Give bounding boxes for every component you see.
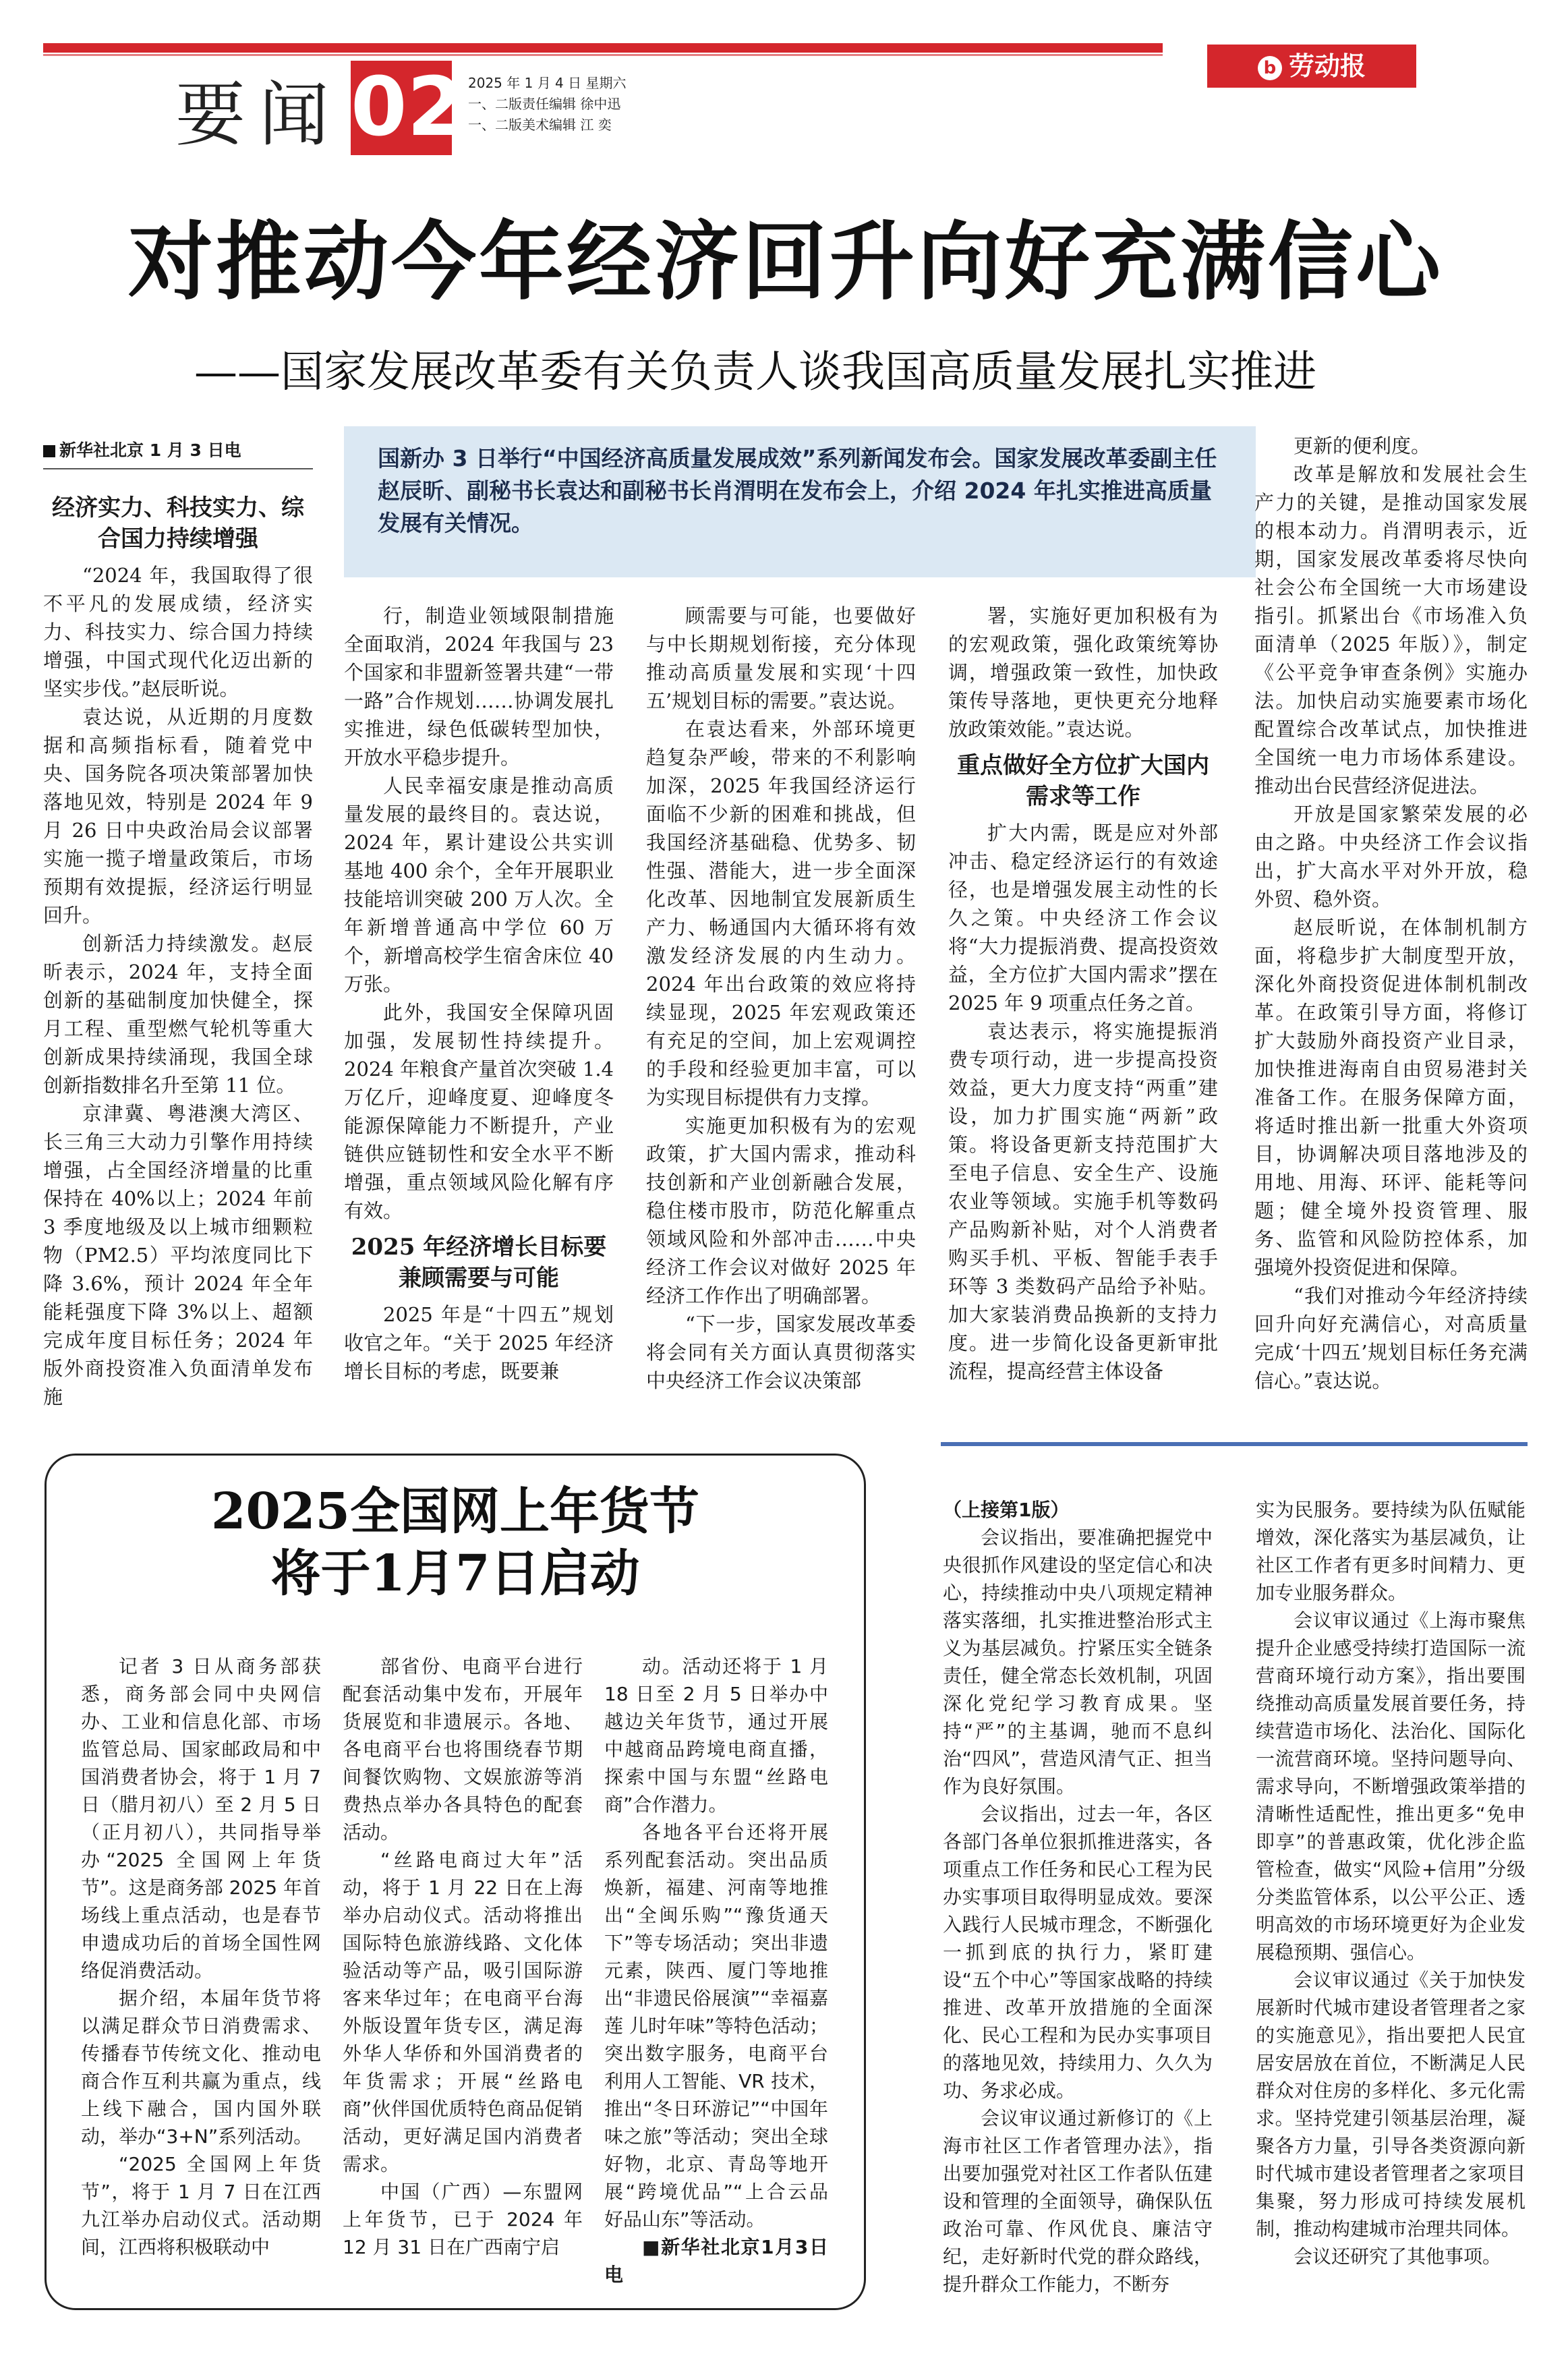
paragraph: 部省份、电商平台进行配套活动集中发布，开展年货展览和非遗展示。各地、各电商平台也将围绕春节期间餐饮购物、文娱旅游等消费热点举办各具特色的配套活动。 [343,1655,583,1843]
boxed-article-title [74,1481,836,1605]
continued-column-1 [943,1496,1213,2298]
paragraph: 据介绍，本届年货节将以满足群众节日消费需求、传播春节传统文化、推动电商合作互利共赢为重点，线上线下融合，国内国外联动，举办“3+N”系列活动。 [81,1987,321,2148]
art-editor-line: 一、二版美术编辑 江 奕 [468,117,612,133]
boxed-column-1 [81,1653,321,2261]
paragraph: 京津冀、粤港澳大湾区、长三角三大动力引擎作用持续增强，占全国经济增量的比重保持在 40%以上；2024 年前 3 季度地级及以上城市细颗粒物（PM2.5）平均浓度同比下降 3.6%，预计 2024 年全年能耗强度下降 3%以上、超额完成年度目标任务；2024 年版外商投资准入负面清单发布施 [43,1102,313,1408]
paragraph: 袁达表示，将实施提振消费专项行动，进一步提高投资效益，更大力度支持“两重”建设，加力扩围实施“两新”政策。将设备更新支持范围扩大至电子信息、安全生产、设施农业等领域。实施手机等数码产品购新补贴，对个人消费者购买手机、平板、智能手表手环等 3 类数码产品给予补贴。加大家装消费品换新的支持力度。进一步简化设备更新审批流程，提高经营主体设备 [948,1020,1218,1383]
column-heading: 经济实力、科技实力、综合国力持续增强 [52,494,304,552]
paragraph: 扩大内需，既是应对外部冲击、稳定经济运行的有效途径，也是增强发展主动性的长久之策。中央经济工作会议将“大力提振消费、提高投资效益，全方位扩大国内需求”摆在 2025 年 9 项重点任务之首。 [948,822,1218,1014]
paragraph: 2025 年是“十四五”规划收官之年。“关于 2025 年经济增长目标的考虑，既要兼 [344,1303,614,1383]
main-headline: 对推动今年经济回升向好充满信心 [128,212,1443,312]
paragraph: 署，实施好更加积极有为的宏观政策，强化政策统筹协调，增强政策一致性，加快政策传导落地，更快更充分地释放政策效能。”袁达说。 [948,604,1218,741]
boxed-column-2 [343,1653,583,2261]
paragraph: 实为民服务。要持续为队伍赋能增效，深化落实为基层减负，让社区工作者有更多时间精力、更加专业服务群众。 [1256,1499,1526,1604]
date-line: 2025 年 1 月 4 日 星期六 [468,75,627,91]
sub-headline: ——国家发展改革委有关负责人谈我国高质量发展扎实推进 [194,347,1316,397]
paragraph: 会议指出，要准确把握党中央很抓作风建设的坚定信心和决心，持续推动中央八项规定精神落实落细，扎实推进整治形式主义为基层减负。拧紧压实全链条责任，健全常态长效机制，巩固深化党纪学习教育成果。坚持“严”的主基调，驰而不息纠治“四风”，营造风清气正、担当作为良好氛围。 [943,1526,1213,1798]
editor-line: 一、二版责任编辑 徐中迅 [468,96,621,112]
article-column-1 [43,486,313,1411]
paragraph: “2024 年，我国取得了很不平凡的发展成绩，经济实力、科技实力、综合国力持续增强，中国式现代化迈出新的坚实步伐。”赵辰昕说。 [43,564,313,700]
paragraph: 会议还研究了其他事项。 [1294,2245,1502,2268]
article-column-3 [646,602,916,1395]
section-divider [941,1442,1528,1446]
paragraph: 行，制造业领域限制措施全面取消，2024 年我国与 23 个国家和非盟新签署共建“一带一路”合作规划……协调发展扎实推进，绿色低碳转型加快，开放水平稳步提升。 [344,604,614,769]
page-number: 02 [351,61,463,154]
paragraph: 人民幸福安康是推动高质量发展的最终目的。袁达说，2024 年，累计建设公共实训基地 400 余个，全年开展职业技能培训突破 200 万人次。全年新增普通高中学位 60 万个，新增高校学生宿舍床位 40 万张。 [344,774,614,996]
newspaper-logo [1207,45,1416,88]
paragraph: 开放是国家繁荣发展的必由之路。中央经济工作会议指出，扩大高水平对外开放，稳外贸、稳外资。 [1254,803,1528,911]
boxed-column-3 [604,1653,828,2289]
paragraph: 实施更加积极有为的宏观政策，扩大国内需求，推动科技创新和产业创新融合发展，稳住楼市股市，防范化解重点领域风险和外部冲击……中央经济工作会议对做好 2025 年经济工作作出了明确部署。 [646,1114,916,1307]
paragraph: 改革是解放和发展社会生产力的关键，是推动国家发展的根本动力。肖渭明表示，近期，国家发展改革委将尽快向社会公布全国统一大市场建设指引。抓紧出台《市场准入负面清单（2025 年版）》，制定《公平竞争审查条例》实施办法。加快启动实施要素市场化配置综合改革试点，加快推进全国统一电力市场体系建设。推动出台民营经济促进法。 [1254,463,1528,797]
article-column-2 [344,602,614,1385]
article-column-5 [1254,432,1528,1395]
paragraph: 创新活力持续激发。赵辰昕表示，2024 年，支持全面创新的基础制度加快健全，探月工程、重型燃气轮机等重大创新成果持续涌现，我国全球创新指数排名升至第 11 位。 [43,932,313,1097]
article-column-4 [948,602,1218,1385]
column-heading: 2025 年经济增长目标要兼顾需要与可能 [351,1234,607,1292]
paragraph: “丝路电商过大年”活动，将于 1 月 22 日在上海举办启动仪式。活动将推出国际特色旅游线路、文化体验活动等产品，吸引国际游客来华过年；在电商平台海外版设置年货专区，满足海外华人华侨和外国消费者的年货需求；开展“丝路电商”伙伴国优质特色商品促销活动，更好满足国内消费者需求。 [343,1849,583,2175]
paragraph: “下一步，国家发展改革委将会同有关方面认真贯彻落实中央经济工作会议决策部 [646,1313,916,1392]
header-meta [468,73,627,136]
paragraph: 动。活动还将于 1 月 18 日至 2 月 5 日举办中越边关年货节，通过开展中越商品跨境电商直播，探索中国与东盟“丝路电商”合作潜力。 [604,1655,828,1816]
boxed-title-line-2: 将于1月7日启动 [270,1545,640,1603]
continued-column-2 [1256,1496,1526,2270]
logo-text: 劳动报 [1288,51,1366,81]
paragraph: 更新的便利度。 [1294,434,1431,457]
paragraph: 顾需要与可能，也要做好与中长期规划衔接，充分体现推动高质量发展和实现‘十四五’规划目标的需要。”袁达说。 [646,604,916,712]
square-bullet-icon [43,445,55,457]
lead-box: 国新办 3 日举行“中国经济高质量发展成效”系列新闻发布会。国家发展改革委副主任赵辰昕、副秘书长袁达和副秘书长肖渭明在发布会上，介绍 2024 年扎实推进高质量发展有关情况。 [344,426,1256,577]
dateline: 新华社北京 1 月 3 日电 [43,437,313,469]
paragraph: 会议审议通过新修订的《上海市社区工作者管理办法》，指出要加强党对社区工作者队伍建设和管理的全面领导，确保队伍政治可靠、作风优良、廉洁守纪，走好新时代党的群众路线，提升群众工作能力，不断夯 [943,2107,1213,2295]
paragraph: 此外，我国安全保障巩固加强，发展韧性持续提升。2024 年粮食产量首次突破 1.4 万亿斤，迎峰度夏、迎峰度冬能源保障能力不断提升，产业链供应链韧性和安全水平不断增强，重点领域风险化解有序有效。 [344,1001,614,1222]
boxed-title-line-1: 2025全国网上年货节 [211,1483,699,1541]
paragraph: 会议审议通过《上海市聚焦提升企业感受持续打造国际一流营商环境行动方案》，指出要围绕推动高质量发展首要任务，持续营造市场化、法治化、国际化一流营商环境。坚持问题导向、需求导向，不断增强政策举措的清晰性适配性，推出更多“免申即享”的普惠政策，优化涉企监管检查，做实“风险+信用”分级分类监管体系，以公平公正、透明高效的市场环境更好为企业发展稳预期、强信心。 [1256,1609,1526,1963]
end-dateline: ■新华社北京1月3日电 [604,2236,828,2286]
logo-icon: b [1258,56,1282,80]
paragraph: 中国（广西）—东盟网上年货节，已于 2024 年 12 月 31 日在广西南宁启 [343,2181,583,2258]
paragraph: 会议审议通过《关于加快发展新时代城市建设者管理者之家的实施意见》，指出要把人民宜居安居放在首位，不断满足人民群众对住房的多样化、多元化需求。坚持党建引领基层治理，凝聚各方力量，引导各类资源向新时代城市建设者管理者之家项目集聚，努力形成可持续发展机制，推动构建城市治理共同体。 [1256,1969,1526,2240]
paragraph: 袁达说，从近期的月度数据和高频指标看，随着党中央、国务院各项决策部署加快落地见效，特别是 2024 年 9 月 26 日中央政治局会议部署实施一揽子增量政策后，市场预期有效提振，经济运行明显回升。 [43,706,313,927]
paragraph: 在袁达看来，外部环境更趋复杂严峻，带来的不利影响加深，2025 年我国经济运行面临不少新的困难和挑战，但我国经济基础稳、优势多、韧性强、潜能大，进一步全面深化改革、因地制宜发展新质生产力、畅通国内大循环将有效激发经济发展的内生动力。2024 年出台政策的效应将持续显现，2025 年宏观政策还有充足的空间，加上宏观调控的手段和经验更加丰富，可以为实现目标提供有力支撑。 [646,718,916,1109]
paragraph: “我们对推动今年经济持续回升向好充满信心，对高质量完成‘十四五’规划目标任务充满信心。”袁达说。 [1254,1284,1528,1392]
paragraph: 各地各平台还将开展系列配套活动。突出品质焕新，福建、河南等地推出“全闽乐购”“豫货通天下”等专场活动；突出非遗元素，陕西、厦门等地推出“非遗民俗展演”“幸福嘉莲 儿时年味”等特色活动；突出数字服务，电商平台利用人工智能、VR 技术，推出“冬日环游记”“中国年味之旅”等活动；突出全球好物，北京、青岛等地开展“跨境优品”“上合云品 好品山东”等活动。 [604,1821,828,2231]
paragraph: 赵辰昕说，在体制机制方面，将稳步扩大制度型开放，深化外商投资促进体制机制改革。在政策引导方面，将修订扩大鼓励外商投资产业目录，加快推进海南自由贸易港封关准备工作。在服务保障方面，将适时推出新一批重大外资项目，协调解决项目落地涉及的用地、用海、环评、能耗等问题；健全境外投资管理、服务、监管和风险防控体系，加强境外投资促进和保障。 [1254,916,1528,1279]
jump-label: （上接第1版） [943,1499,1070,1521]
section-name: 要闻 [175,74,343,156]
paragraph: 记者 3 日从商务部获悉，商务部会同中央网信办、工业和信息化部、市场监管总局、国家邮政局和中国消费者协会，将于 1 月 7 日（腊月初八）至 2 月 5 日（正月初八），共同指导举办“2025 全国网上年货节”。这是商务部 2025 年首场线上重点活动，也是春节申遗成功后的首场全国性网络促消费活动。 [81,1655,321,1982]
header-red-bar [43,43,1163,53]
paragraph: “2025 全国网上年货节”，将于 1 月 7 日在江西九江举办启动仪式。活动期间，江西将积极联动中 [81,2153,321,2258]
column-heading: 重点做好全方位扩大国内需求等工作 [957,752,1209,810]
paragraph: 会议指出，过去一年，各区各部门各单位狠抓推进落实，各项重点工作任务和民心工程为民办实事项目取得明显成效。要深入践行人民城市理念，不断强化一抓到底的执行力，紧盯建设“五个中心”等国家战略的持续推进、改革开放措施的全面深化、民心工程和为民办实事项目的落地见效，持续用力、久久为功、务求必成。 [943,1803,1213,2102]
header-red-bar-thin [43,54,1163,56]
